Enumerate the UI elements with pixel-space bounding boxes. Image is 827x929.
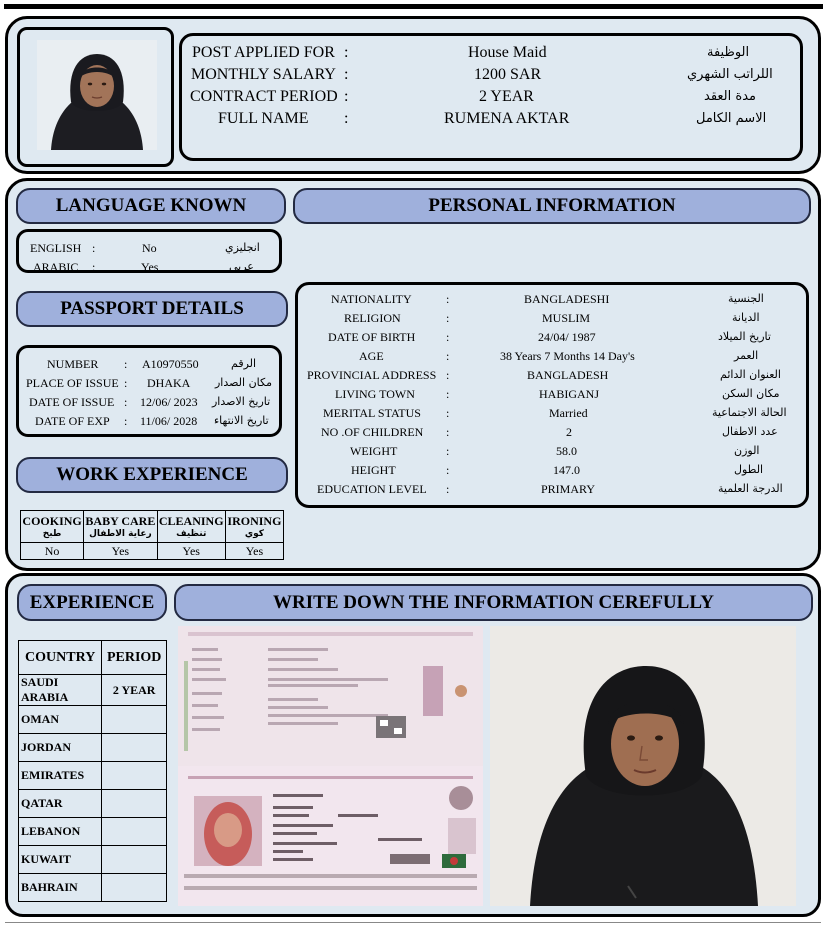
colon: : bbox=[446, 311, 450, 325]
personal-value: 58.0 bbox=[556, 444, 577, 458]
passport-scan-image bbox=[178, 626, 483, 906]
personal-label: NO .OF CHILDREN bbox=[321, 425, 424, 439]
passport-label: DATE OF ISSUE bbox=[29, 395, 115, 409]
language-value: No bbox=[142, 241, 157, 255]
passport-details-heading: PASSPORT DETAILS bbox=[16, 291, 288, 327]
colon: : bbox=[446, 425, 450, 439]
personal-label: RELIGION bbox=[344, 311, 401, 325]
experience-country: LEBANON bbox=[19, 818, 102, 846]
personal-value: HABIGANJ bbox=[539, 387, 599, 401]
colon: : bbox=[92, 241, 96, 255]
colon: : bbox=[344, 110, 349, 127]
personal-label: MERITAL STATUS bbox=[323, 406, 421, 420]
experience-row bbox=[19, 874, 167, 902]
passport-arabic: الرقم bbox=[231, 357, 257, 370]
work-value: Yes bbox=[157, 543, 225, 560]
language-arabic: انجليزي bbox=[225, 241, 260, 254]
details-section bbox=[5, 178, 821, 571]
language-box bbox=[16, 229, 282, 273]
experience-country: JORDAN bbox=[19, 734, 102, 762]
personal-label: WEIGHT bbox=[350, 444, 398, 458]
colon: : bbox=[344, 88, 349, 105]
personal-arabic: الحالة الاجتماعية bbox=[712, 406, 787, 419]
colon: : bbox=[446, 330, 450, 344]
passport-scan-graphic bbox=[178, 626, 483, 906]
contract-period-value: 2 YEAR bbox=[479, 88, 534, 105]
passport-value: A10970550 bbox=[142, 357, 199, 371]
top-rule bbox=[4, 4, 823, 9]
colon: : bbox=[446, 368, 450, 382]
experience-period: 2 YEAR bbox=[102, 675, 167, 706]
personal-label: AGE bbox=[359, 349, 384, 363]
passport-value: 11/06/ 2028 bbox=[140, 414, 198, 428]
work-column-cooking bbox=[21, 511, 84, 543]
language-arabic: عربي bbox=[229, 260, 254, 273]
personal-label: HEIGHT bbox=[351, 463, 396, 477]
personal-arabic: العمر bbox=[734, 349, 759, 362]
country-column-header: COUNTRY bbox=[19, 641, 102, 675]
passport-arabic: مكان الصدار bbox=[215, 376, 272, 389]
colon: : bbox=[446, 387, 450, 401]
profile-photo-frame bbox=[17, 27, 174, 167]
personal-information-heading: PERSONAL INFORMATION bbox=[293, 188, 811, 224]
full-name-label: FULL NAME bbox=[218, 110, 309, 127]
colon: : bbox=[124, 357, 128, 371]
post-applied-label: POST APPLIED FOR bbox=[192, 44, 335, 61]
passport-value: 12/06/ 2023 bbox=[140, 395, 198, 409]
language-label: ARABIC bbox=[33, 260, 79, 274]
personal-value: 38 Years 7 Months 14 Day's bbox=[500, 349, 635, 363]
personal-value: BANGLADESHI bbox=[524, 292, 610, 306]
work-column-ar: رعاية الاطفال bbox=[89, 529, 152, 539]
full-photo-graphic bbox=[490, 626, 796, 906]
experience-row bbox=[19, 734, 167, 762]
work-value: No bbox=[21, 543, 84, 560]
experience-country: OMAN bbox=[19, 706, 102, 734]
experience-period bbox=[102, 734, 167, 762]
bottom-line bbox=[5, 922, 821, 929]
colon: : bbox=[446, 444, 450, 458]
experience-row bbox=[19, 762, 167, 790]
passport-box bbox=[16, 345, 282, 437]
passport-label: PLACE OF ISSUE bbox=[26, 376, 119, 390]
experience-row bbox=[19, 675, 167, 706]
colon: : bbox=[446, 292, 450, 306]
personal-value: 2 bbox=[566, 425, 572, 439]
work-column-cleaning bbox=[157, 511, 225, 543]
colon: : bbox=[446, 482, 450, 496]
monthly-salary-label: MONTHLY SALARY bbox=[191, 66, 336, 83]
work-experience-table bbox=[20, 510, 284, 560]
work-column-ironing bbox=[225, 511, 283, 543]
work-column-baby-care bbox=[84, 511, 157, 543]
colon: : bbox=[124, 414, 128, 428]
personal-arabic: مكان السكن bbox=[722, 387, 780, 400]
experience-heading: EXPERIENCE bbox=[17, 584, 167, 621]
personal-value: BANGLADESH bbox=[527, 368, 609, 382]
monthly-salary-value: 1200 SAR bbox=[474, 66, 542, 83]
personal-label: NATIONALITY bbox=[331, 292, 412, 306]
passport-arabic: تاريخ الاصدار bbox=[212, 395, 271, 408]
experience-row bbox=[19, 790, 167, 818]
language-value: Yes bbox=[141, 260, 159, 274]
work-column-en: BABY CARE bbox=[85, 514, 156, 528]
colon: : bbox=[124, 376, 128, 390]
experience-period bbox=[102, 846, 167, 874]
experience-period bbox=[102, 790, 167, 818]
personal-value: MUSLIM bbox=[542, 311, 591, 325]
colon: : bbox=[446, 463, 450, 477]
passport-value: DHAKA bbox=[147, 376, 191, 390]
personal-arabic: الطول bbox=[734, 463, 764, 476]
passport-label: DATE OF EXP bbox=[35, 414, 110, 428]
monthly-salary-arabic: اللراتب الشهري bbox=[687, 67, 773, 82]
language-label: ENGLISH bbox=[30, 241, 82, 255]
colon: : bbox=[446, 406, 450, 420]
personal-arabic: تاريخ الميلاد bbox=[718, 330, 771, 343]
experience-period bbox=[102, 706, 167, 734]
work-column-en: CLEANING bbox=[158, 514, 224, 528]
colon: : bbox=[344, 44, 349, 61]
work-column-ar: كوي bbox=[244, 529, 264, 539]
experience-period bbox=[102, 762, 167, 790]
experience-country: BAHRAIN bbox=[19, 874, 102, 902]
full-photo bbox=[490, 626, 796, 906]
contract-period-arabic: مدة العقد bbox=[704, 89, 756, 104]
language-known-heading: LANGUAGE KNOWN bbox=[16, 188, 286, 224]
job-info-box bbox=[179, 33, 803, 161]
personal-value: Married bbox=[549, 406, 588, 420]
header-section bbox=[5, 16, 821, 174]
colon: : bbox=[446, 349, 450, 363]
personal-arabic: عدد الاطفال bbox=[722, 425, 778, 438]
experience-country: KUWAIT bbox=[19, 846, 102, 874]
experience-country: SAUDI ARABIA bbox=[19, 675, 102, 706]
passport-label: NUMBER bbox=[47, 357, 99, 371]
contract-period-label: CONTRACT PERIOD bbox=[190, 88, 338, 105]
work-column-en: IRONING bbox=[227, 514, 282, 528]
experience-row bbox=[19, 818, 167, 846]
colon: : bbox=[124, 395, 128, 409]
experience-section bbox=[5, 573, 821, 917]
personal-label: LIVING TOWN bbox=[335, 387, 415, 401]
experience-period bbox=[102, 818, 167, 846]
personal-label: EDUCATION LEVEL bbox=[317, 482, 427, 496]
experience-row bbox=[19, 706, 167, 734]
post-applied-arabic: الوظيفة bbox=[707, 45, 750, 60]
full-name-arabic: الاسم الكامل bbox=[696, 111, 767, 126]
work-value: Yes bbox=[225, 543, 283, 560]
full-name-value: RUMENA AKTAR bbox=[444, 110, 570, 127]
experience-period bbox=[102, 874, 167, 902]
period-column-header: PERIOD bbox=[102, 641, 167, 675]
colon: : bbox=[92, 260, 96, 274]
colon: : bbox=[344, 66, 349, 83]
work-value: Yes bbox=[84, 543, 157, 560]
work-column-en: COOKING bbox=[22, 514, 82, 528]
experience-table bbox=[18, 640, 167, 902]
passport-arabic: تاريخ الانتهاء bbox=[214, 414, 269, 427]
personal-value: PRIMARY bbox=[541, 482, 596, 496]
experience-country: QATAR bbox=[19, 790, 102, 818]
personal-arabic: الديانة bbox=[732, 311, 760, 324]
work-column-ar: تنظيف bbox=[176, 529, 207, 539]
personal-value: 147.0 bbox=[553, 463, 580, 477]
personal-arabic: العنوان الدائم bbox=[720, 368, 781, 381]
experience-country: EMIRATES bbox=[19, 762, 102, 790]
work-experience-heading: WORK EXPERIENCE bbox=[16, 457, 288, 493]
experience-row bbox=[19, 846, 167, 874]
profile-photo bbox=[37, 40, 157, 150]
work-column-ar: طبخ bbox=[42, 529, 62, 539]
personal-arabic: الدرجة العلمية bbox=[718, 482, 783, 495]
write-carefully-heading: WRITE DOWN THE INFORMATION CEREFULLY bbox=[174, 584, 813, 621]
personal-label: DATE OF BIRTH bbox=[328, 330, 416, 344]
personal-label: PROVINCIAL ADDRESS bbox=[307, 368, 437, 382]
post-applied-value: House Maid bbox=[468, 44, 547, 61]
personal-arabic: الجنسية bbox=[728, 292, 764, 305]
personal-value: 24/04/ 1987 bbox=[538, 330, 596, 344]
personal-info-box bbox=[295, 282, 809, 508]
personal-arabic: الوزن bbox=[734, 444, 760, 457]
